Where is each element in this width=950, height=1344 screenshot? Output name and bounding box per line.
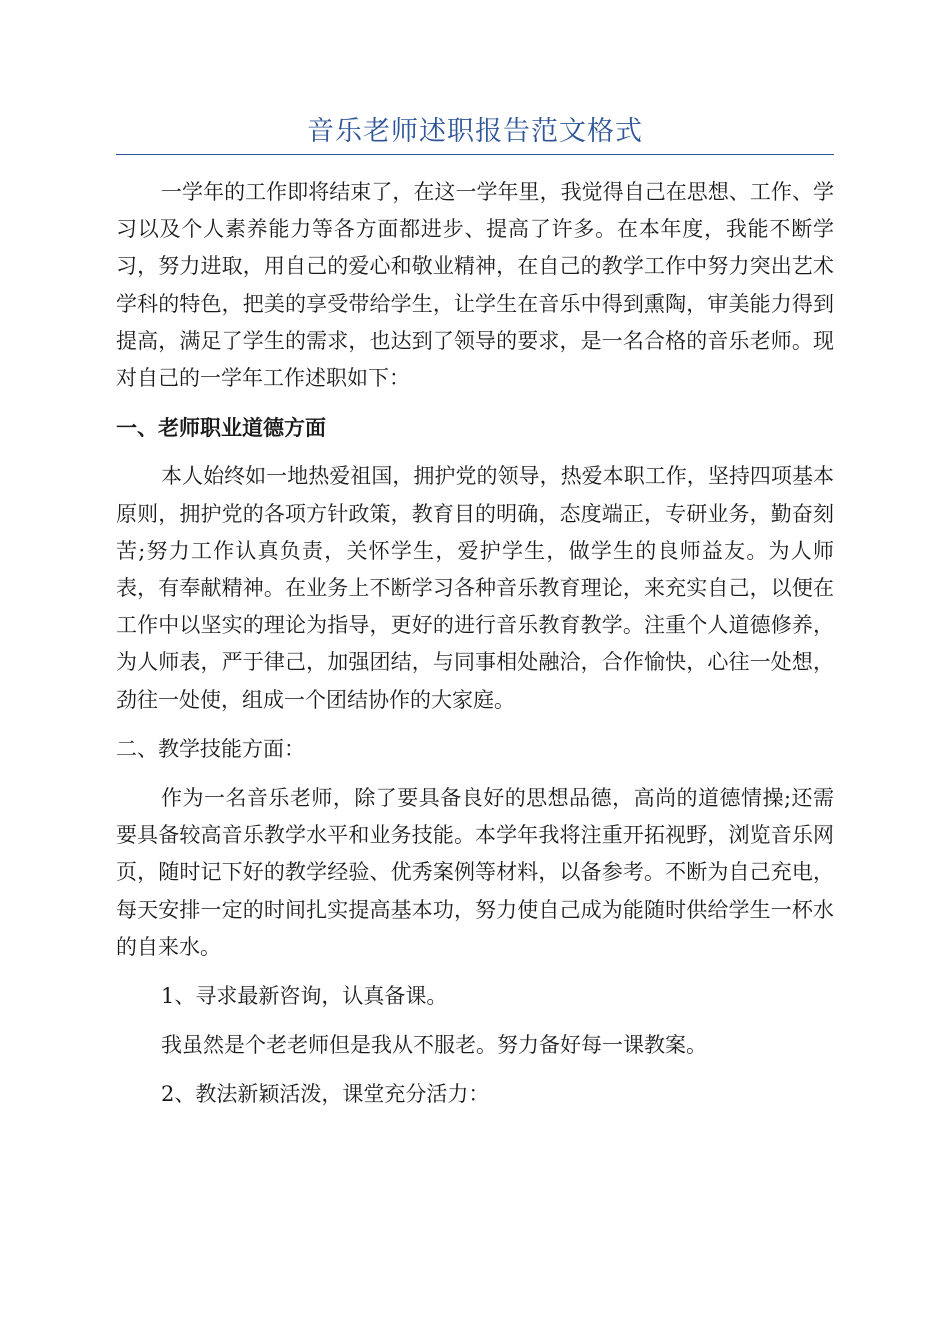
section-2-heading: 二、教学技能方面：: [116, 736, 305, 761]
item-1-paragraph: 我虽然是个老老师但是我从不服老。努力备好每一课教案。: [161, 1033, 707, 1058]
document-body: [116, 174, 834, 1126]
section-1-paragraph: 本人始终如一地热爱祖国，拥护党的领导，热爱本职工作，坚持四项基本原则，拥护党的各项方针政策，教育目的明确，态度端正，专研业务，勤奋刻苦;努力工作认真负责，关怀学生，爱护学生，做学生的良师益友。为人师表，有奉献精神。在业务上不断学习各种音乐教育理论，来充实自己，以便在工作中以坚实的理论为指导，更好的进行音乐教育教学。注重个人道德修养，为人师表，严于律己，加强团结，与同事相处融洽，合作愉快，心往一处想，劲往一处使，组成一个团结协作的大家庭。: [116, 464, 834, 712]
section-2-paragraph: 作为一名音乐老师，除了要具备良好的思想品德，高尚的道德情操;还需要具备较高音乐教学水平和业务技能。本学年我将注重开拓视野，浏览音乐网页，随时记下好的教学经验、优秀案例等材料，以备参考。不断为自己充电，每天安排一定的时间扎实提高基本功，努力使自己成为能随时供给学生一杯水的自来水。: [116, 786, 834, 959]
item-1-heading: 1、寻求最新咨询，认真备课。: [161, 984, 448, 1009]
document-title: 音乐老师述职报告范文格式: [307, 116, 643, 147]
section-1-heading: 一、老师职业道德方面: [116, 415, 326, 441]
intro-paragraph: 一学年的工作即将结束了，在这一学年里，我觉得自己在思想、工作、学习以及个人素养能力等各方面都进步、提高了许多。在本年度，我能不断学习，努力进取，用自己的爱心和敬业精神，在自己的教学工作中努力突出艺术学科的特色，把美的享受带给学生，让学生在音乐中得到熏陶，审美能力得到提高，满足了学生的需求，也达到了领导的要求，是一名合格的音乐老师。现对自己的一学年工作述职如下：: [116, 180, 834, 391]
item-2-heading: 2、教法新颖活泼，课堂充分活力：: [161, 1082, 490, 1107]
title-underline: [116, 154, 834, 155]
